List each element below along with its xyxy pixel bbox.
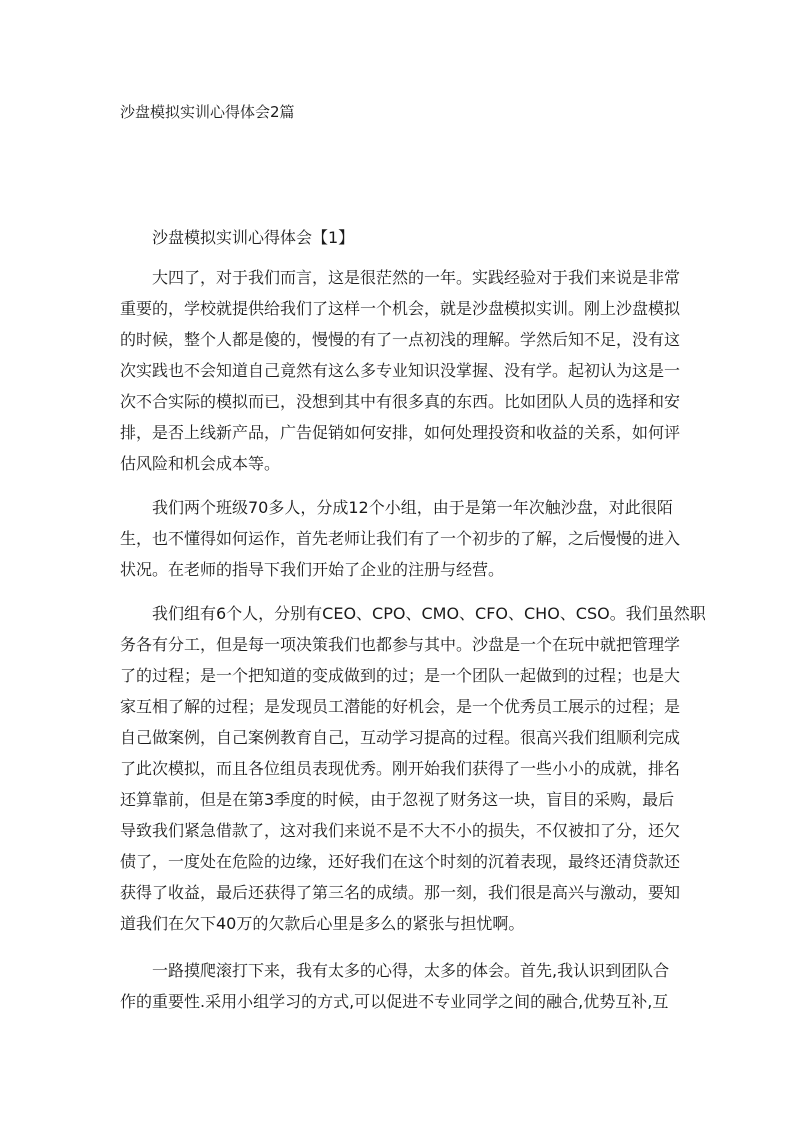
paragraph-line: 了的过程；是一个把知道的变成做到的过；是一个团队一起做到的过程；也是大 [120,666,681,685]
paragraph-line: 的时候，整个人都是傻的，慢慢的有了一点初浅的理解。学然后知不足，没有这 [120,330,681,349]
paragraph-line: 大四了，对于我们而言，这是很茫然的一年。实践经验对于我们来说是非常 [152,268,681,287]
paragraph-line: 我们两个班级70多人，分成12个小组，由于是第一年次触沙盘，对此很陌 [152,498,673,517]
paragraph-line: 了此次模拟，而且各位组员表现优秀。刚开始我们获得了一些小小的成就，排名 [120,759,681,778]
paragraph-2 [120,492,684,585]
document-title: 沙盘模拟实训心得体会2篇 [120,103,295,121]
paragraph-line: 次不合实际的模拟而已，没想到其中有很多真的东西。比如团队人员的选择和安 [120,392,681,411]
paragraph-line: 道我们在欠下40万的欠款后心里是多么的紧张与担忧啊。 [120,914,525,933]
paragraph-3 [120,598,706,939]
paragraph-line: 获得了收益，最后还获得了第三名的成绩。那一刻，我们很是高兴与激动，要知 [120,883,681,902]
paragraph-line: 状况。在老师的指导下我们开始了企业的注册与经营。 [120,560,505,579]
paragraph-line: 一路摸爬滚打下来，我有太多的心得，太多的体会。首先,我认识到团队合 [152,961,670,980]
paragraph-line: 家互相了解的过程；是发现员工潜能的好机会，是一个优秀员工展示的过程；是 [120,697,681,716]
paragraph-line: 排，是否上线新产品，广告促销如何安排，如何处理投资和收益的关系，如何评 [120,423,681,442]
section-title: 沙盘模拟实训心得体会【1】 [152,228,355,247]
paragraph-line: 务各有分工，但是每一项决策我们也都参与其中。沙盘是一个在玩中就把管理学 [120,635,681,654]
paragraph-line: 还算靠前，但是在第3季度的时候，由于忽视了财务这一块，盲目的采购，最后 [120,790,675,809]
paragraph-line: 债了，一度处在危险的边缘，还好我们在这个时刻的沉着表现，最终还清贷款还 [120,852,681,871]
paragraph-line: 导致我们紧急借款了，这对我们来说不是不大不小的损失，不仅被扣了分，还欠 [120,821,681,840]
paragraph-line: 重要的，学校就提供给我们了这样一个机会，就是沙盘模拟实训。刚上沙盘模拟 [120,299,681,318]
paragraph-line: 作的重要性.采用小组学习的方式,可以促进不专业同学之间的融合,优势互补,互 [120,992,669,1011]
paragraph-line: 我们组有6个人，分别有CEO、CPO、CMO、CFO、CHO、CSO。我们虽然职 [152,604,706,623]
paragraph-1 [120,262,684,479]
paragraph-line: 生，也不懂得如何运作，首先老师让我们有了一个初步的了解，之后慢慢的进入 [120,529,681,548]
paragraph-4 [120,955,684,1017]
paragraph-line: 估风险和机会成本等。 [120,454,281,473]
paragraph-line: 次实践也不会知道自己竟然有这么多专业知识没掌握、没有学。起初认为这是一 [120,361,681,380]
paragraph-line: 自己做案例，自己案例教育自己，互动学习提高的过程。很高兴我们组顺利完成 [120,728,681,747]
